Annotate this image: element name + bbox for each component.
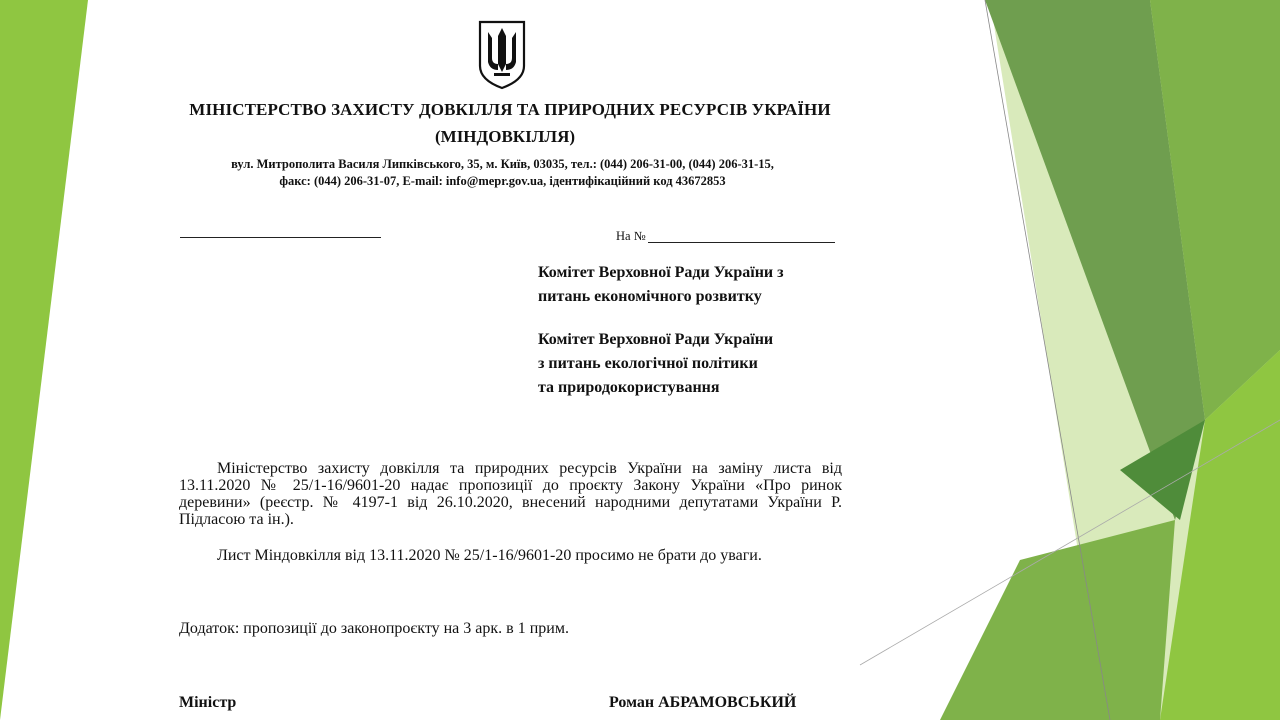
addressee-ecology-committee <box>538 328 773 400</box>
reference-number-label: На № <box>616 229 646 243</box>
organization-short-name: (МІНДОВКІЛЛЯ) <box>434 127 576 146</box>
trident-icon <box>476 18 528 90</box>
addressee-line: питань економічного розвитку <box>538 288 762 305</box>
address-line-1: вул. Митрополита Василя Липківського, 35, м. Київ, 03035, тел.: (044) 206-31-00, (044) 206-31-15, <box>231 157 774 171</box>
attachment-note: Додаток: пропозиції до законопроєкту на 3 арк. в 1 прим. <box>179 620 569 637</box>
addressee-line: Комітет Верховної Ради України з <box>538 264 784 281</box>
signatory-position: Міністр <box>179 694 237 711</box>
addressee-economic-committee <box>538 261 784 309</box>
signatory-name: Роман АБРАМОВСЬКИЙ <box>609 694 797 711</box>
address-line-2: факс: (044) 206-31-07, E-mail: info@mepr.gov.ua, ідентифікаційний код 43672853 <box>279 174 726 188</box>
addressee-line: з питань екологічної політики <box>538 355 758 372</box>
organization-name: МІНІСТЕРСТВО ЗАХИСТУ ДОВКІЛЛЯ ТА ПРИРОДНИХ РЕСУРСІВ УКРАЇНИ <box>189 100 831 119</box>
reference-number-line <box>648 242 835 243</box>
addressee-line: та природокористування <box>538 379 720 396</box>
body-paragraph-1: Міністерство захисту довкілля та природних ресурсів України на заміну листа від 13.11.2020 № 25/1-16/9601-20 надає пропозиції до проєкту Закону України «Про ринок деревини» (реєстр. № 4197-1 від 26.10.2020, внесений народними депутатами України Р. Підласою та ін.). <box>179 460 842 528</box>
body-paragraph-2: Лист Міндовкілля від 13.11.2020 № 25/1-16/9601-20 просимо не брати до уваги. <box>217 547 762 564</box>
date-field-line <box>180 237 381 238</box>
addressee-line: Комітет Верховної Ради України <box>538 331 774 348</box>
